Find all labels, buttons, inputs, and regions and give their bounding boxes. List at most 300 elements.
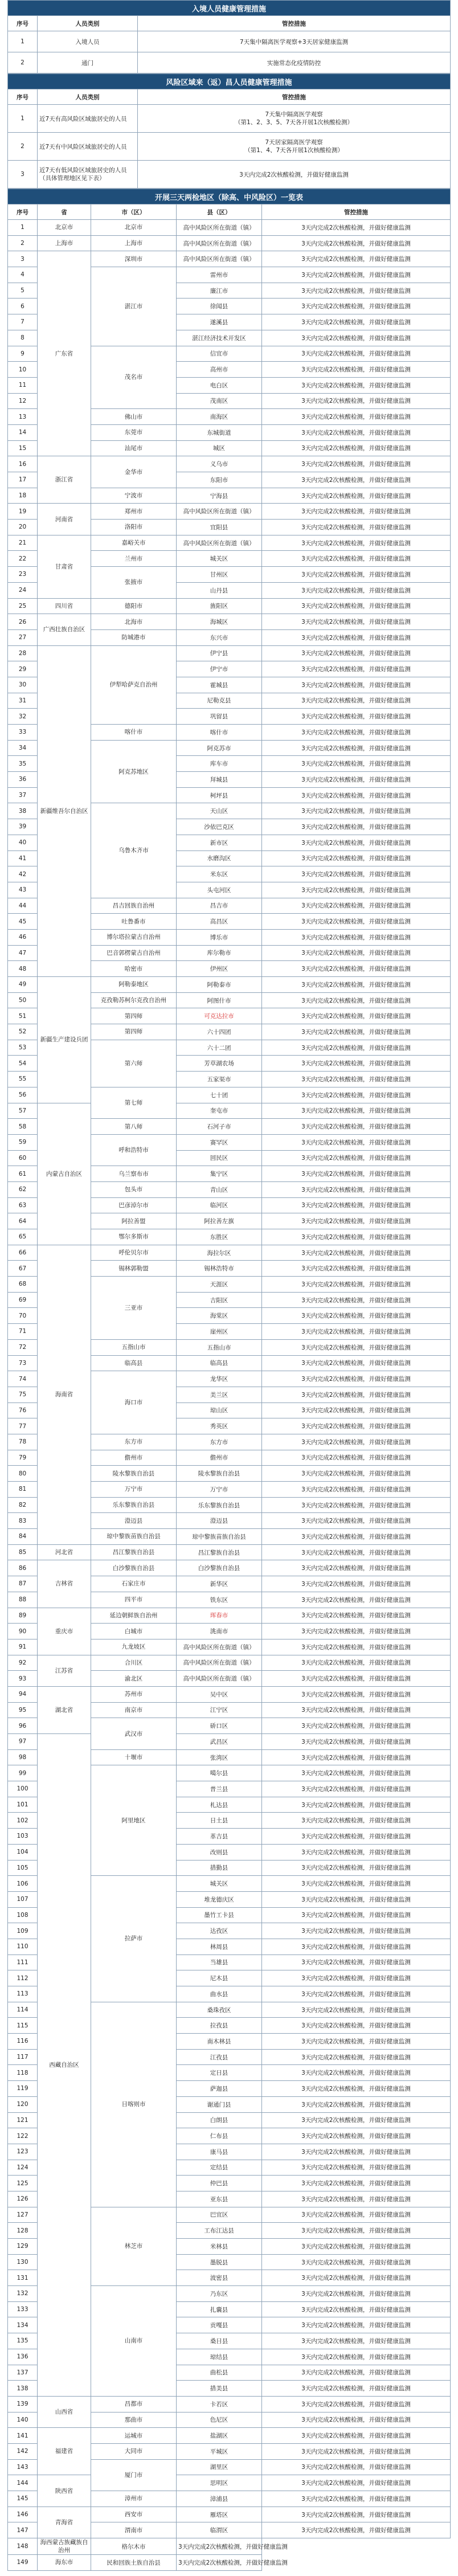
row-no: 113 [8,1986,38,2002]
measure-cell: 3天内完成2次核酸检测，并做好健康监测 [262,2443,451,2459]
row-no: 68 [8,1277,38,1293]
row-no: 131 [8,2270,38,2286]
row-no: 119 [8,2081,38,2097]
province-cell: 青海省 [38,2507,91,2538]
county-cell: 赛罕区 [177,1134,262,1150]
row-no: 37 [8,787,38,803]
county-cell: 信宜市 [177,346,262,362]
county-cell: 遂溪县 [177,314,262,330]
measure-cell: 3天内完成2次核酸检测，并做好健康监测 [262,283,451,299]
measure-cell: 3天内完成2次核酸检测，并做好健康监测 [262,1387,451,1403]
measure-cell: 3天内完成2次核酸检测，并做好健康监测 [262,1513,451,1529]
row-no: 83 [8,1513,38,1529]
section1-title: 入境人员健康管理措施 [8,1,451,16]
county-cell: 旌阳区 [177,598,262,614]
row-no: 61 [8,1166,38,1182]
county-cell: 尼勒克县 [177,693,262,709]
row-no: 23 [8,567,38,583]
table-row [8,220,451,236]
section3-body [8,220,451,2571]
row-no: 132 [8,2286,38,2302]
row-no: 28 [8,645,38,661]
table-row [8,251,451,267]
measure-cell: 3天内完成2次核酸检测，并做好健康监测 [262,1418,451,1434]
measure-cell: 3天内完成2次核酸检测，并做好健康监测 [262,851,451,866]
county-cell: 色尼区 [177,2412,262,2428]
measure-cell: 3天内完成2次核酸检测，并做好健康监测 [262,2507,451,2522]
measure-cell: 3天内完成2次核酸检测，并做好健康监测 [262,409,451,425]
row-no: 136 [8,2349,38,2365]
city-cell: 昌江黎族自治县 [91,1544,177,1560]
city-cell: 上海市 [91,235,177,251]
table-row [8,2428,451,2444]
city-cell: 第七师 [91,1087,177,1118]
county-cell: 秀英区 [177,1418,262,1434]
county-cell: 临渭区 [177,2522,262,2538]
row-no: 105 [8,1860,38,1876]
measure-cell: 3天内完成2次核酸检测，并做好健康监测 [262,2034,451,2050]
county-cell: 谢通门县 [177,2096,262,2112]
measure-cell: 3天内完成2次核酸检测，并做好健康监测 [262,472,451,488]
row-no: 36 [8,772,38,788]
measure-cell: 3天内完成2次核酸检测，并做好健康监测 [262,2317,451,2333]
county-cell: 集宁区 [177,1166,262,1182]
measure-cell: 3天内完成2次核酸检测，并做好健康监测 [262,898,451,914]
row-measure [138,133,451,161]
city-cell: 乐东黎族自治县 [91,1497,177,1513]
county-cell: 雷州市 [177,267,262,283]
row-no: 145 [8,2491,38,2507]
province-cell: 江苏省 [38,1655,91,1686]
county-cell: 海城区 [177,614,262,630]
measure-cell: 3天内完成2次核酸检测，并做好健康监测 [262,1624,451,1639]
row-no: 1 [8,105,38,133]
city-cell: 白城市 [91,1624,177,1639]
measure-cell: 3天内完成2次核酸检测，并做好健康监测 [262,2286,451,2302]
city-cell: 第八师 [91,1119,177,1135]
row-no: 59 [8,1134,38,1150]
measure-cell: 3天内完成2次核酸检测，并做好健康监测 [262,961,451,977]
county-cell: 龙华区 [177,1371,262,1387]
province-cell: 新疆生产建设兵团 [38,977,91,1103]
measure-cell: 3天内完成2次核酸检测，并做好健康监测 [262,1686,451,1702]
table-row [8,1103,451,1119]
row-no: 22 [8,551,38,567]
measure-cell: 3天内完成2次核酸检测，并做好健康监测 [262,1923,451,1939]
measure-cell: 3天内完成2次核酸检测，并做好健康监测 [262,1955,451,1970]
row-no: 111 [8,1955,38,1970]
row-no: 64 [8,1213,38,1229]
measure-cell: 3天内完成2次核酸检测，并做好健康监测 [262,2381,451,2397]
measure-cell: 3天内完成2次核酸检测，并做好健康监测 [262,1734,451,1750]
city-cell: 大同市 [91,2443,177,2459]
row-no: 122 [8,2128,38,2144]
county-cell: 南海区 [177,409,262,425]
measure-cell: 3天内完成2次核酸检测，并做好健康监测 [262,535,451,551]
table-row [8,645,451,661]
county-cell: 六十四团 [177,1024,262,1040]
row-no: 73 [8,1355,38,1371]
province-cell: 广西壮族自治区 [38,614,91,645]
city-cell: 漳州市 [91,2491,177,2507]
city-cell: 苏州市 [91,1686,177,1702]
county-cell: 宁海县 [177,488,262,504]
measure-cell: 3天内完成2次核酸检测，并做好健康监测 [262,992,451,1008]
county-cell: 高中风险区所在街道（镇） [177,504,262,520]
county-cell: 洮南市 [177,1624,262,1639]
measure-cell: 3天内完成2次核酸检测，并做好健康监测 [262,1134,451,1150]
row-no: 1 [8,220,38,236]
table-row [8,1245,451,1261]
row-no: 17 [8,472,38,488]
measure-cell: 3天内完成2次核酸检测，并做好健康监测 [262,2491,451,2507]
row-no: 38 [8,803,38,819]
row-no: 102 [8,1813,38,1829]
measure-cell: 3天内完成2次核酸检测，并做好健康监测 [262,1781,451,1797]
province-cell: 重庆市 [38,1608,91,1655]
county-cell: 巩留县 [177,709,262,725]
county-cell: 天山区 [177,803,262,819]
header-measure: 管控措施 [138,89,451,105]
measure-cell: 3天内完成2次核酸检测，并做好健康监测 [262,1765,451,1781]
measure-cell: 3天内完成2次核酸检测，并做好健康监测 [262,2412,451,2428]
county-cell: 乃东区 [177,2286,262,2302]
province-cell: 西藏自治区 [38,1734,91,2397]
measure-cell: 3天内完成2次核酸检测，并做好健康监测 [262,2160,451,2176]
table-row [8,105,451,133]
county-cell: 锡林浩特市 [177,1261,262,1277]
county-cell: 定结县 [177,2160,262,2176]
measure-cell: 3天内完成2次核酸检测，并做好健康监测 [262,1876,451,1892]
row-no: 53 [8,1040,38,1056]
county-cell: 康马县 [177,2144,262,2160]
row-no: 103 [8,1829,38,1845]
city-cell: 第六师 [91,1040,177,1087]
table-row [8,161,451,189]
measure-cell: 3天内完成2次核酸检测，并做好健康监测 [262,235,451,251]
row-no: 89 [8,1608,38,1624]
row-type: 近7天有高风险区域旅居史的人员 [38,105,138,133]
row-no: 118 [8,2065,38,2081]
row-no: 26 [8,614,38,630]
measure-cell: 3天内完成2次核酸检测，并做好健康监测 [262,251,451,267]
county-cell: 沙依巴克区 [177,819,262,835]
county-cell: 噶尔县 [177,1765,262,1781]
row-no: 127 [8,2207,38,2223]
county-cell: 甘州区 [177,567,262,583]
row-no: 13 [8,409,38,425]
measure-line: 7天集中隔离医学观察 [265,111,323,118]
row-no: 123 [8,2144,38,2160]
city-cell: 山南市 [91,2286,177,2397]
row-no: 116 [8,2034,38,2050]
measure-cell: 3天内完成2次核酸检测，并做好健康监测 [262,2270,451,2286]
measure-cell: 3天内完成2次核酸检测，并做好健康监测 [262,2112,451,2128]
county-cell: 昌吉市 [177,898,262,914]
city-cell: 喀什市 [91,725,177,741]
county-cell: 曲水县 [177,1986,262,2002]
row-no: 138 [8,2381,38,2397]
measure-cell: 3天内完成2次核酸检测，并做好健康监测 [262,1197,451,1213]
measure-cell: 3天内完成2次核酸检测，并做好健康监测 [262,1639,451,1655]
province-cell: 吉林省 [38,1560,91,1608]
measure-cell: 3天内完成2次核酸检测，并做好健康监测 [262,504,451,520]
measure-cell: 3天内完成2次核酸检测，并做好健康监测 [262,1308,451,1324]
county-cell: 廉江市 [177,283,262,299]
measure-cell: 3天内完成2次核酸检测，并做好健康监测 [262,787,451,803]
measure-cell: 3天内完成2次核酸检测，并做好健康监测 [262,2065,451,2081]
row-type [38,161,138,189]
county-cell: 札达县 [177,1797,262,1813]
row-no: 125 [8,2176,38,2191]
measure-cell: 3天内完成2次核酸检测，并做好健康监测 [262,220,451,236]
measure-cell: 3天内完成2次核酸检测，并做好健康监测 [262,1277,451,1293]
province-cell: 广东省 [38,251,91,456]
measure-cell: 3天内完成2次核酸检测，并做好健康监测 [262,2365,451,2381]
row-no: 148 [8,2538,38,2555]
county-cell: 卡若区 [177,2396,262,2412]
row-no: 129 [8,2239,38,2255]
county-cell: 博乐市 [177,929,262,945]
county-cell: 桑珠孜区 [177,2002,262,2018]
row-no: 66 [8,1245,38,1261]
row-no: 47 [8,945,38,961]
measure-cell: 3天内完成2次核酸检测，并做好健康监测 [262,756,451,772]
row-no: 95 [8,1702,38,1718]
county-cell: 五指山市 [177,1339,262,1355]
measure-cell: 3天内完成2次核酸检测，并做好健康监测 [262,2207,451,2223]
city-cell: 包头市 [91,1181,177,1197]
row-no: 107 [8,1891,38,1907]
city-cell: 阿里地区 [91,1765,177,1876]
measure-cell: 3天内完成2次核酸检测，并做好健康监测 [262,882,451,898]
row-no: 50 [8,992,38,1008]
county-cell: 民和回族土族自治县 [91,2555,177,2571]
measure-cell: 3天内完成2次核酸检测，并做好健康监测 [262,1576,451,1592]
city-cell: 宁波市 [91,488,177,504]
row-no: 74 [8,1371,38,1387]
county-cell: 山丹县 [177,582,262,598]
county-cell: 盐湖区 [177,2428,262,2444]
county-cell: 措美县 [177,2381,262,2397]
county-cell: 平城区 [177,2443,262,2459]
measure-cell: 3天内完成2次核酸检测，并做好健康监测 [262,456,451,472]
county-cell: 阿克苏市 [177,740,262,756]
county-cell: 五家渠市 [177,1072,262,1087]
measure-cell: 3天内完成2次核酸检测，并做好健康监测 [262,1024,451,1040]
row-no: 2 [8,235,38,251]
county-cell: 硚口区 [177,1718,262,1734]
row-no: 84 [8,1529,38,1545]
city-cell: 乌兰察布市 [91,1166,177,1182]
province-cell: 四川省 [38,598,91,614]
row-no: 140 [8,2412,38,2428]
table-row [8,31,451,52]
row-no: 80 [8,1466,38,1482]
row-no: 149 [8,2555,38,2571]
county-cell: 七十团 [177,1087,262,1103]
city-cell: 东莞市 [91,424,177,440]
county-cell: 仁布县 [177,2128,262,2144]
county-cell: 吴中区 [177,1686,262,1702]
measure-cell: 3天内完成2次核酸检测，并做好健康监测 [262,582,451,598]
measure-cell: 3天内完成2次核酸检测，并做好健康监测 [262,693,451,709]
city-cell: 阿拉善盟 [91,1213,177,1229]
section2-title: 风险区域来（返）昌人员健康管理措施 [8,74,451,89]
measure-cell: 3天内完成2次核酸检测，并做好健康监测 [262,1339,451,1355]
row-no: 120 [8,2096,38,2112]
table-row [8,2507,451,2522]
county-cell: 高中风险区所在街道（镇） [177,1639,262,1655]
measure-cell: 3天内完成2次核酸检测，并做好健康监测 [262,1213,451,1229]
county-cell: 美兰区 [177,1387,262,1403]
province-cell: 山西省 [38,2396,91,2427]
header-no: 序号 [8,89,38,105]
city-cell: 阿勒泰地区 [91,977,177,993]
row-no: 14 [8,424,38,440]
header-province: 省 [38,205,91,220]
measure-cell: 3天内完成2次核酸检测，并做好健康监测 [262,424,451,440]
county-cell: 扎囊县 [177,2301,262,2317]
county-cell: 陵水黎族自治县 [177,1466,262,1482]
row-no: 69 [8,1292,38,1308]
measure-cell: 3天内完成2次核酸检测，并做好健康监测 [262,614,451,630]
measure-cell: 3天内完成2次核酸检测，并做好健康监测 [262,1103,451,1119]
row-no: 21 [8,535,38,551]
measure-cell: 3天内完成2次核酸检测，并做好健康监测 [262,1813,451,1829]
row-measure: 7天集中隔离医学观察+3天居家健康监测 [138,31,451,52]
measure-cell: 3天内完成2次核酸检测，并做好健康监测 [177,2555,262,2571]
measure-cell: 3天内完成2次核酸检测，并做好健康监测 [262,1181,451,1197]
county-cell: 张湾区 [177,1749,262,1765]
measure-cell: 3天内完成2次核酸检测，并做好健康监测 [262,1371,451,1387]
measure-cell: 3天内完成2次核酸检测，并做好健康监测 [262,1592,451,1608]
county-cell: 普兰县 [177,1781,262,1797]
county-cell: 工布江达县 [177,2223,262,2239]
header-type: 人员类别 [38,89,138,105]
row-no: 43 [8,882,38,898]
county-cell: 崖州区 [177,1324,262,1340]
measure-cell: 3天内完成2次核酸检测，并做好健康监测 [262,2191,451,2207]
province-cell: 陕西省 [38,2475,91,2507]
county-cell: 奎屯市 [177,1103,262,1119]
county-cell: 临河区 [177,1197,262,1213]
county-cell: 阿勒泰市 [177,977,262,993]
county-cell: 伊宁县 [177,645,262,661]
city-cell: 兰州市 [91,551,177,567]
measure-cell: 3天内完成2次核酸检测，并做好健康监测 [262,709,451,725]
measure-cell: 3天内完成2次核酸检测，并做好健康监测 [262,1119,451,1135]
row-no: 87 [8,1576,38,1592]
county-cell: 曲松县 [177,2365,262,2381]
county-cell: 徐闻县 [177,299,262,314]
measure-cell: 3天内完成2次核酸检测，并做好健康监测 [262,2223,451,2239]
row-no: 29 [8,661,38,677]
measure-cell: 3天内完成2次核酸检测，并做好健康监测 [262,1844,451,1860]
row-no: 40 [8,835,38,851]
row-no: 117 [8,2049,38,2065]
row-no: 54 [8,1056,38,1072]
measure-cell: 3天内完成2次核酸检测，并做好健康监测 [262,1608,451,1624]
county-cell: 城关区 [177,1876,262,1892]
table-row [8,1608,451,1624]
row-no: 3 [8,161,38,189]
county-cell: 拉孜县 [177,2018,262,2034]
measure-cell: 3天内完成2次核酸检测，并做好健康监测 [262,740,451,756]
table-row [8,2396,451,2412]
measure-cell: 3天内完成2次核酸检测，并做好健康监测 [262,1072,451,1087]
province-cell: 河南省 [38,504,91,535]
row-no: 35 [8,756,38,772]
measure-cell: 3天内完成2次核酸检测，并做好健康监测 [262,1970,451,1986]
city-cell: 鄂尔多斯市 [91,1229,177,1245]
row-no: 76 [8,1403,38,1418]
province-cell: 浙江省 [38,456,91,504]
city-cell: 日喀则市 [91,2002,177,2207]
city-cell: 北海市 [91,614,177,630]
table-row [8,235,451,251]
county-cell: 青山区 [177,1181,262,1197]
measure-cell: 3天内完成2次核酸检测，并做好健康监测 [262,346,451,362]
section3-title: 开展三天两检地区（除高、中风险区）一览表 [8,189,451,205]
measure-cell: 3天内完成2次核酸检测，并做好健康监测 [262,488,451,504]
row-no: 56 [8,1087,38,1103]
measure-cell: 3天内完成2次核酸检测，并做好健康监测 [262,1907,451,1923]
measure-cell: 3天内完成2次核酸检测，并做好健康监测 [262,1403,451,1418]
measure-cell: 3天内完成2次核酸检测，并做好健康监测 [262,598,451,614]
city-cell: 陵水黎族自治县 [91,1466,177,1482]
header-measure: 管控措施 [138,16,451,31]
city-cell: 武汉市 [91,1718,177,1749]
county-cell: 新华区 [177,1576,262,1592]
measure-cell: 3天内完成2次核酸检测，并做好健康监测 [262,819,451,835]
measure-cell: 3天内完成2次核酸检测，并做好健康监测 [262,1544,451,1560]
county-cell: 改则县 [177,1844,262,1860]
county-cell: 城区 [177,440,262,456]
row-no: 97 [8,1734,38,1750]
measure-cell: 3天内完成2次核酸检测，并做好健康监测 [262,1829,451,1845]
measure-cell: 3天内完成2次核酸检测，并做好健康监测 [262,1939,451,1955]
county-cell: 仲巴县 [177,2176,262,2191]
city-cell: 那曲市 [91,2412,177,2428]
measure-cell: 3天内完成2次核酸检测，并做好健康监测 [262,2301,451,2317]
row-no: 67 [8,1261,38,1277]
row-no: 20 [8,520,38,535]
row-no: 34 [8,740,38,756]
county-cell: 新市区 [177,835,262,851]
measure-cell: 3天内完成2次核酸检测，并做好健康监测 [262,2475,451,2491]
measure-cell: 3天内完成2次核酸检测，并做好健康监测 [262,267,451,283]
county-cell: 白朗县 [177,2112,262,2128]
row-no: 90 [8,1624,38,1639]
row-no: 45 [8,914,38,930]
county-cell: 茂南区 [177,393,262,409]
city-cell: 阿克苏地区 [91,740,177,803]
row-no: 93 [8,1671,38,1687]
row-no: 3 [8,251,38,267]
county-cell: 高中风险区所在街道（镇） [177,251,262,267]
city-cell: 防城港市 [91,629,177,645]
row-no: 134 [8,2317,38,2333]
measure-cell: 3天内完成2次核酸检测，并做好健康监测 [262,567,451,583]
row-no: 31 [8,693,38,709]
measure-cell: 3天内完成2次核酸检测，并做好健康监测 [262,835,451,851]
county-cell: 琼山区 [177,1403,262,1418]
row-no: 11 [8,377,38,393]
province-cell: 北京市 [38,220,91,236]
county-cell: 东兴市 [177,629,262,645]
measure-cell: 3天内完成2次核酸检测，并做好健康监测 [262,1056,451,1072]
